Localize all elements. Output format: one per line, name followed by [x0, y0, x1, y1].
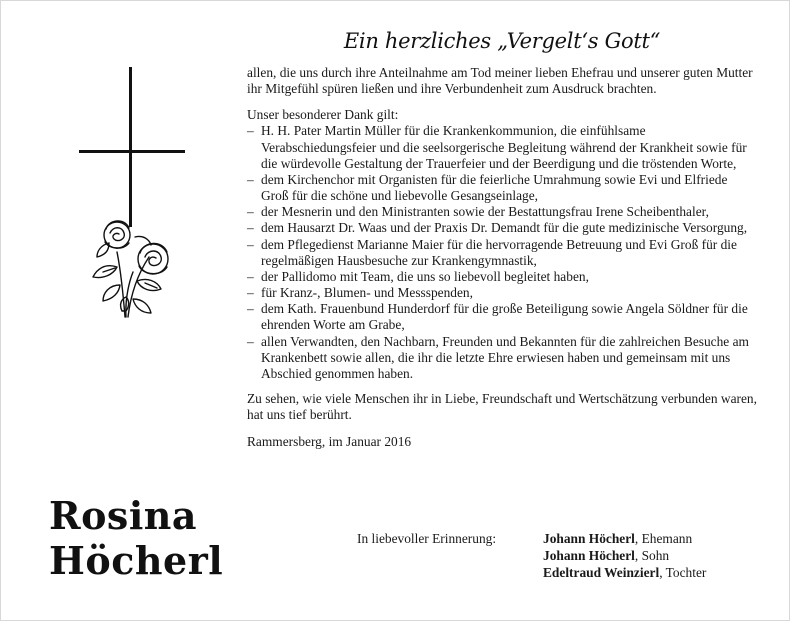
- list-item: – der Mesnerin und den Ministranten sowie der Bestattungsfrau Irene Scheibenthaler,: [247, 204, 757, 220]
- signatory-relation: , Tochter: [659, 565, 707, 580]
- signatory: [543, 547, 706, 564]
- headline: Ein herzliches „Vergelt‘s Gott“: [343, 29, 661, 53]
- signatory: [543, 564, 706, 581]
- signatory-relation: , Sohn: [634, 548, 670, 563]
- signatory-name: Johann Höcherl: [543, 548, 635, 563]
- signatory-name: Johann Höcherl: [543, 531, 635, 546]
- thanks-list: [247, 123, 757, 382]
- place-date: Rammersberg, im Januar 2016: [247, 434, 412, 450]
- signatory-name: Edeltraud Weinzierl: [543, 565, 660, 580]
- signature-label: In liebevoller Erinnerung:: [357, 531, 497, 546]
- signatory: [543, 530, 706, 547]
- list-item: – der Pallidomo mit Team, die uns so liebevoll begleitet haben,: [247, 269, 757, 285]
- list-item: – dem Hausarzt Dr. Waas und der Praxis Dr. Demandt für die gute medizinische Versorgung,: [247, 220, 757, 236]
- deceased-first-name: Rosina: [49, 493, 198, 538]
- deceased-last-name: Höcherl: [49, 538, 224, 583]
- deceased-name: [49, 493, 229, 583]
- thanks-heading: Unser besonderer Dank gilt:: [247, 107, 399, 123]
- list-item: – dem Pflegedienst Marianne Maier für die hervorragende Betreuung und Evi Groß für die regelmäßigen Hausbesuche zur Krankengymnastik,: [247, 237, 757, 269]
- list-item: – dem Kath. Frauenbund Hunderdorf für die große Beteiligung sowie Angela Söldner für die ehrenden Worte am Grabe,: [247, 301, 757, 333]
- left-column: [1, 1, 241, 622]
- body-text: [247, 65, 757, 450]
- list-item: – allen Verwandten, den Nachbarn, Freunden und Bekannten für die zahlreichen Besuche am Krankenbett sowie allen, die ihr die letzte Ehre erwiesen haben und gemeinsam mit uns Abschied genommen haben.: [247, 334, 757, 382]
- list-item: – H. H. Pater Martin Müller für die Krankenkommunion, die einfühlsame Verabschiedungsfeier und die seelsorgerische Begleitung während der Krankheit sowie für die würdevolle Gestaltung der Trauerfeier und der Beerdigung und die tröstenden Worte,: [247, 123, 757, 171]
- signatory-relation: , Ehemann: [634, 531, 693, 546]
- list-item: – dem Kirchenchor mit Organisten für die feierliche Umrahmung sowie Evi und Elfriede Groß für die schöne und liebevolle Gesangseinlage,: [247, 172, 757, 204]
- intro-paragraph: allen, die uns durch ihre Anteilnahme am Tod meiner lieben Ehefrau und unserer guten Mutter ihr Mitgefühl spüren ließen und ihre Verbundenheit zum Ausdruck brachten.: [247, 65, 753, 97]
- closing-paragraph: Zu sehen, wie viele Menschen ihr in Liebe, Freundschaft und Wertschätzung verbunden waren, hat uns tief berührt.: [247, 390, 757, 423]
- cross-with-roses-icon: [73, 67, 203, 337]
- cross-icon: [79, 67, 185, 227]
- roses-icon: [93, 221, 168, 317]
- signatories: [543, 530, 706, 581]
- list-item: – für Kranz-, Blumen- und Messspenden,: [247, 285, 757, 301]
